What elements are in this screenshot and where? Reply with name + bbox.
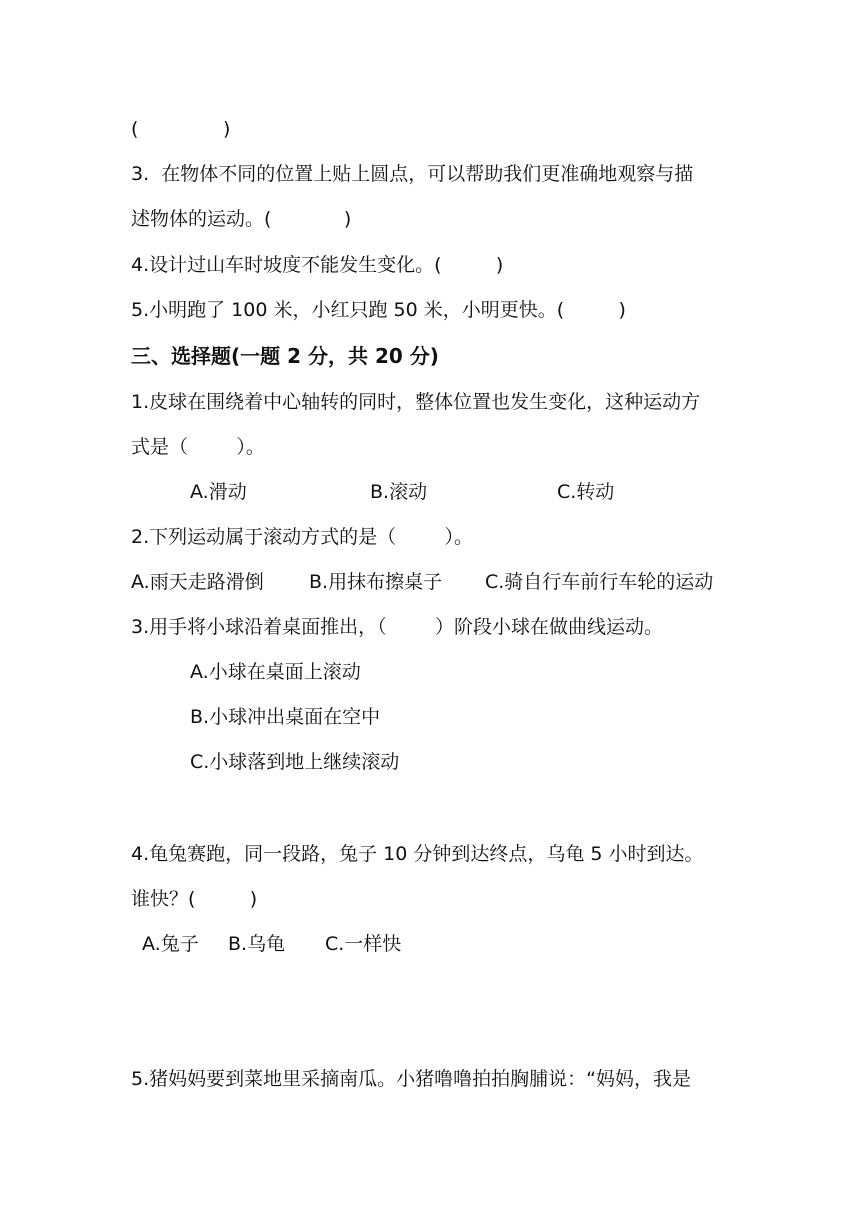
choice-question-2-option-a: A.雨天走路滑倒 [131,571,264,593]
choice-question-4-option-c: C.一样快 [325,933,402,955]
choice-question-1-option-b: B.滚动 [370,481,428,503]
choice-question-3-option-c: C.小球落到地上继续滚动 [190,751,400,773]
choice-question-4-option-a: A.兔子 [142,933,199,955]
tf-question-4: 4.设计过山车时坡度不能发生变化。( ) [131,254,504,276]
choice-question-5-line-1: 5.猪妈妈要到菜地里采摘南瓜。小猪噜噜拍拍胸脯说：“妈妈，我是 [131,1068,691,1090]
section-three-heading: 三、选择题(一题 2 分，共 20 分) [131,344,439,368]
choice-question-3-option-b: B.小球冲出桌面在空中 [190,706,381,728]
choice-question-2-option-b: B.用抹布擦桌子 [309,571,443,593]
choice-question-1-option-a: A.滑动 [190,481,247,503]
choice-question-2-option-c: C.骑自行车前行车轮的运动 [485,571,714,593]
choice-question-1-option-c: C.转动 [557,481,615,503]
q2-answer-blank: ( ) [131,118,231,140]
tf-question-5: 5.小明跑了 100 米，小红只跑 50 米，小明更快。( ) [131,299,626,321]
choice-question-4-line-1: 4.龟兔赛跑，同一段路，兔子 10 分钟到达终点，乌龟 5 小时到达。 [131,843,704,865]
choice-question-4-line-2: 谁快？( ) [131,888,258,910]
tf-question-3-line-1: 3. 在物体不同的位置上贴上圆点，可以帮助我们更准确地观察与描 [131,163,694,185]
choice-question-1-line-1: 1.皮球在围绕着中心轴转的同时，整体位置也发生变化，这种运动方 [131,391,701,413]
choice-question-3-stem: 3.用手将小球沿着桌面推出，（ ）阶段小球在做曲线运动。 [131,616,663,638]
choice-question-4-option-b: B.乌龟 [228,933,286,955]
choice-question-1-line-2: 式是（ ）。 [131,436,265,458]
tf-question-3-line-2: 述物体的运动。( ) [131,208,352,230]
choice-question-2-stem: 2.下列运动属于滚动方式的是（ ）。 [131,526,473,548]
choice-question-3-option-a: A.小球在桌面上滚动 [190,661,361,683]
